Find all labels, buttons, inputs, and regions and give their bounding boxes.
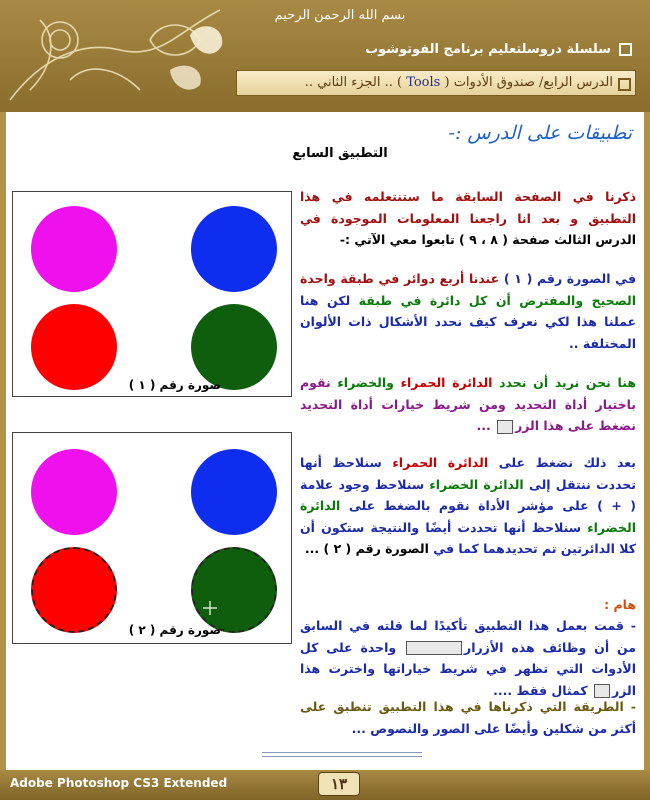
- text-run: أكثر من شكلين وأيضًا على الصور والنصوص ...: [351, 720, 636, 736]
- text-run: لكن هنا عملنا هذا لكي نعرف كيف نحدد الأشكال ذات الألوان المختلفة ..: [300, 292, 636, 351]
- square-bullet-icon: [619, 43, 632, 56]
- text-run: و: [386, 375, 401, 390]
- blue-circle: [191, 206, 277, 292]
- text-run: الصحيح والمفترض أن كل دائرة في طبقة: [358, 292, 636, 308]
- lesson-prefix: الدرس الرابع/ صندوق الأدوات (: [444, 75, 613, 90]
- text-run: الخضراء: [337, 375, 387, 390]
- image-panel-1: [12, 191, 292, 397]
- paragraph-3: [300, 372, 636, 437]
- series-name: لتعليم برنامج الفوتوشوب: [365, 42, 527, 57]
- paragraph-4: [300, 452, 636, 560]
- text-run: في الصورة رقم ( ١ ): [499, 271, 637, 286]
- text-run: الدرس الثالث صفحة ( ٨ ، ٩ ) تابعوا معي الآتي :-: [339, 232, 636, 247]
- lesson-suffix: ) .. الجزء الثاني ..: [304, 75, 403, 90]
- lesson-title-bar: [236, 70, 636, 96]
- series-row: [300, 42, 632, 62]
- magenta-circle: [31, 206, 117, 292]
- image-caption-1: صورة رقم ( ١ ): [128, 378, 221, 392]
- selection-mode-buttons-icon: [406, 641, 462, 655]
- text-run: نقوم باختيار أداة التحديد ومن شريط خيارات أداة التحديد نضغط على هذا الزر: [300, 375, 636, 433]
- section-title: تطبيقات على الدرس :-: [448, 122, 632, 144]
- green-circle-selected: [191, 547, 277, 633]
- image-panel-2: [12, 432, 292, 644]
- basmala-text: بسم الله الرحمن الرحيم: [274, 8, 406, 23]
- text-run: ...: [476, 418, 496, 433]
- text-run: بعد ذلك نضغط على: [488, 455, 636, 470]
- square-bullet-icon: [618, 78, 631, 91]
- important-label: هام :: [604, 597, 636, 612]
- text-run: الصورة رقم ( ٢ ) ...: [304, 541, 429, 556]
- series-label: سلسلة دروس: [526, 42, 611, 57]
- lesson-tools: Tools: [406, 75, 441, 90]
- red-circle-selected: [31, 547, 117, 633]
- divider: [262, 756, 422, 757]
- text-run: الدائرة الخضراء: [429, 476, 524, 492]
- text-run: - الطريقة التي ذكرناها في هذا التطبيق تنطبق على: [300, 699, 636, 714]
- text-run: الدائرة الخضراء: [300, 498, 636, 535]
- text-run: سنلاحظ وجود علامة ( + ) على مؤشر الأداة نقوم بالضغط على: [300, 476, 636, 513]
- paragraph-1: [300, 186, 636, 251]
- header-banner: [0, 0, 650, 112]
- red-circle: [31, 304, 117, 390]
- blue-circle: [191, 449, 277, 535]
- text-run: واحدة على كل الأدوات التي تظهر في شريط خياراتها واخترت هذا الزر: [300, 639, 636, 698]
- paragraph-2: [300, 268, 636, 354]
- floral-ornament-icon: [0, 0, 240, 112]
- page-number: ١٣: [318, 772, 360, 796]
- add-to-selection-button-icon: [497, 420, 513, 434]
- text-run: - قمت بعمل هذا التطبيق تأكيدًا لما قلته في السابق من أن وظائف هذه الأزرار: [300, 618, 636, 655]
- text-run: هنا نحن نريد أن نحدد: [492, 375, 636, 390]
- text-run: سنلاحظ أنها تحددت أيضًا والنتيجة ستكون أن كلا الدائرتين تم تحديدهما كما في: [300, 519, 636, 556]
- text-run: سنلاحظ أنها تحددت ننتقل إلى: [300, 455, 636, 492]
- text-run: عندنا أربع دوائر في طبقة واحدة: [300, 271, 500, 286]
- paragraph-5: [300, 615, 636, 701]
- text-run: كمثال فقط ....: [493, 682, 593, 698]
- magenta-circle: [31, 449, 117, 535]
- text-run: ذكرنا في الصفحة السابقة ما ستنتعلمه في هذا التطبيق و بعد انا راجعنا المعلومات الموجودة في: [300, 189, 636, 226]
- paragraph-6: [300, 696, 636, 739]
- text-run: الدائرة الحمراء: [392, 455, 489, 470]
- divider: [262, 752, 422, 753]
- image-caption-2: صورة رقم ( ٢ ): [128, 623, 221, 637]
- cursor-plus-icon: [203, 601, 217, 615]
- footer-title: Adobe Photoshop CS3 Extended: [10, 776, 228, 790]
- application-title: التطبيق السابع: [292, 146, 388, 161]
- footer-bar: [0, 770, 650, 800]
- text-run: الدائرة الحمراء: [400, 375, 493, 390]
